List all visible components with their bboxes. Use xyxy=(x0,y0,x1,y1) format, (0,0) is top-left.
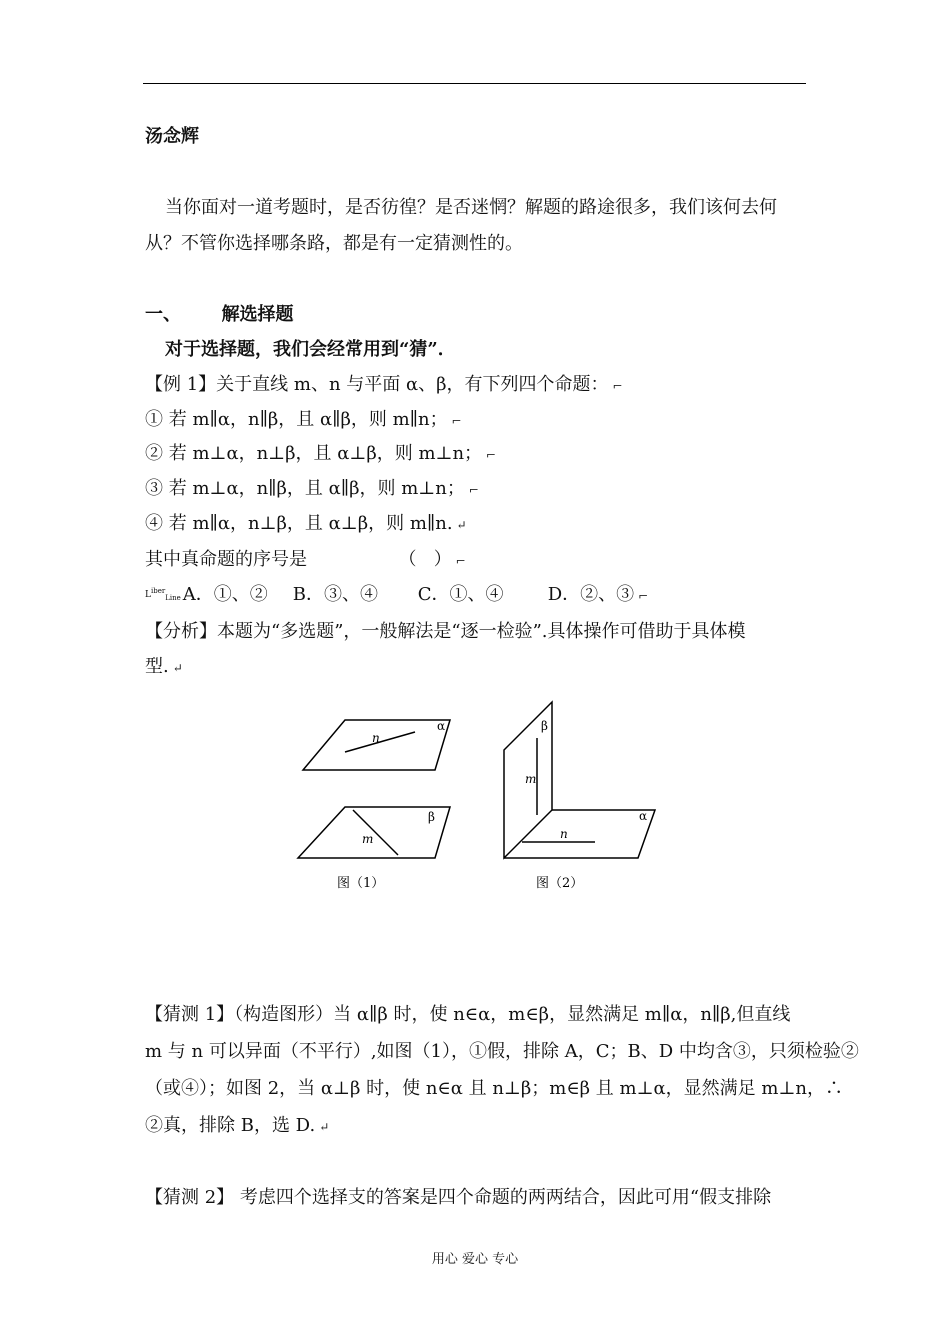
paragraph-mark-icon: ⌐ xyxy=(486,448,497,462)
proposition-3-text: ③ 若 m⊥α，n∥β，且 α∥β，则 m⊥n； xyxy=(145,478,465,499)
paragraph-mark-icon: ⌐ xyxy=(451,414,462,428)
section-number: 一、 xyxy=(145,304,181,325)
figure-2-caption: 图（2） xyxy=(536,876,584,891)
proposition-1-text: ① 若 m∥α，n∥β，且 α∥β，则 m∥n； xyxy=(145,409,448,430)
guess1-line-4 xyxy=(145,1115,329,1138)
line-break-mark-icon: ↵ xyxy=(319,1120,330,1134)
label-n-fig2: n xyxy=(560,827,568,841)
paragraph-mark-icon: ⌐ xyxy=(638,589,649,603)
paragraph-mark-icon: ⌐ xyxy=(455,554,466,568)
proposition-4 xyxy=(145,513,467,536)
label-n-fig1: n xyxy=(372,731,380,745)
intro-line-1: 当你面对一道考题时，是否彷徨？是否迷惘？解题的路途很多，我们该何去何 xyxy=(165,197,777,218)
section-title: 解选择题 xyxy=(221,304,294,325)
proposition-2-text: ② 若 m⊥α，n⊥β，且 α⊥β，则 m⊥n； xyxy=(145,443,483,464)
proposition-4-text: ④ 若 m∥α，n⊥β，且 α⊥β，则 m∥n. xyxy=(145,513,453,534)
proposition-1 xyxy=(145,409,462,432)
choices-line xyxy=(145,584,648,607)
line-break-mark-icon: ↵ xyxy=(172,661,183,675)
line-n-fig1 xyxy=(345,732,415,752)
analysis-line-1: 【分析】本题为“多选题”，一般解法是“逐一检验”.具体操作可借助于具体模 xyxy=(145,621,746,642)
label-m-fig1: m xyxy=(362,832,374,846)
plane-alpha-fig1 xyxy=(303,720,450,770)
guess2-line: 【猜测 2】 考虑四个选择支的答案是四个命题的两两结合，因此可用“假支排除 xyxy=(145,1187,772,1208)
author: 汤念辉 xyxy=(145,126,199,147)
label-alpha-fig2: α xyxy=(639,809,648,823)
example-title-text: 【例 1】关于直线 m、n 与平面 α、β，有下列四个命题： xyxy=(145,374,609,395)
plane-alpha-fig2 xyxy=(504,810,655,858)
paragraph-mark-icon: ⌐ xyxy=(468,483,479,497)
proposition-3 xyxy=(145,478,479,501)
line-break-mark-icon: ↵ xyxy=(456,518,467,532)
analysis-line-2-text: 型. xyxy=(145,656,169,677)
guess1-line-3: （或④）；如图 2，当 α⊥β 时，使 n∈α 且 n⊥β；m∈β 且 m⊥α，显然满足 m⊥n，∴ xyxy=(145,1078,843,1099)
guess1-line-1: 【猜测 1】（构造图形）当 α∥β 时，使 n∈α，m∈β，显然满足 m∥α，n∥β,但直线 xyxy=(145,1004,791,1025)
analysis-line-2 xyxy=(145,656,183,679)
label-beta-fig1: β xyxy=(428,810,435,824)
section-heading xyxy=(145,304,294,326)
choice-c: C．①、④ xyxy=(417,584,504,605)
lead-text: 对于选择题，我们会经常用到“猜”． xyxy=(165,339,456,360)
choice-d: D．②、③ xyxy=(547,584,635,605)
guess1-line-4-text: ②真，排除 B，选 D. xyxy=(145,1115,316,1136)
label-m-fig2: m xyxy=(525,772,537,786)
question-line xyxy=(145,549,466,572)
choice-b: B．③、④ xyxy=(292,584,378,605)
liberline-logo: $L^{iber}_{Line}$ xyxy=(145,587,181,602)
question-text: 其中真命题的序号是 （ ） xyxy=(145,549,452,570)
page-footer: 用心 爱心 专心 xyxy=(431,1252,519,1267)
guess1-line-2: m 与 n 可以异面（不平行）,如图（1），①假，排除 A，C；B、D 中均含③，只须检验② xyxy=(145,1041,859,1062)
header-rule xyxy=(143,83,806,84)
example-title xyxy=(145,374,623,397)
figure-1-caption: 图（1） xyxy=(337,876,385,891)
proposition-2 xyxy=(145,443,496,466)
geometry-figures xyxy=(290,700,670,900)
line-m-fig1 xyxy=(353,810,398,855)
choice-a: A．①、② xyxy=(182,584,268,605)
intro-line-2: 从？不管你选择哪条路，都是有一定猜测性的。 xyxy=(145,233,523,254)
label-alpha-fig1: α xyxy=(437,719,446,733)
label-beta-fig2: β xyxy=(541,719,548,733)
paragraph-mark-icon: ⌐ xyxy=(612,379,623,393)
